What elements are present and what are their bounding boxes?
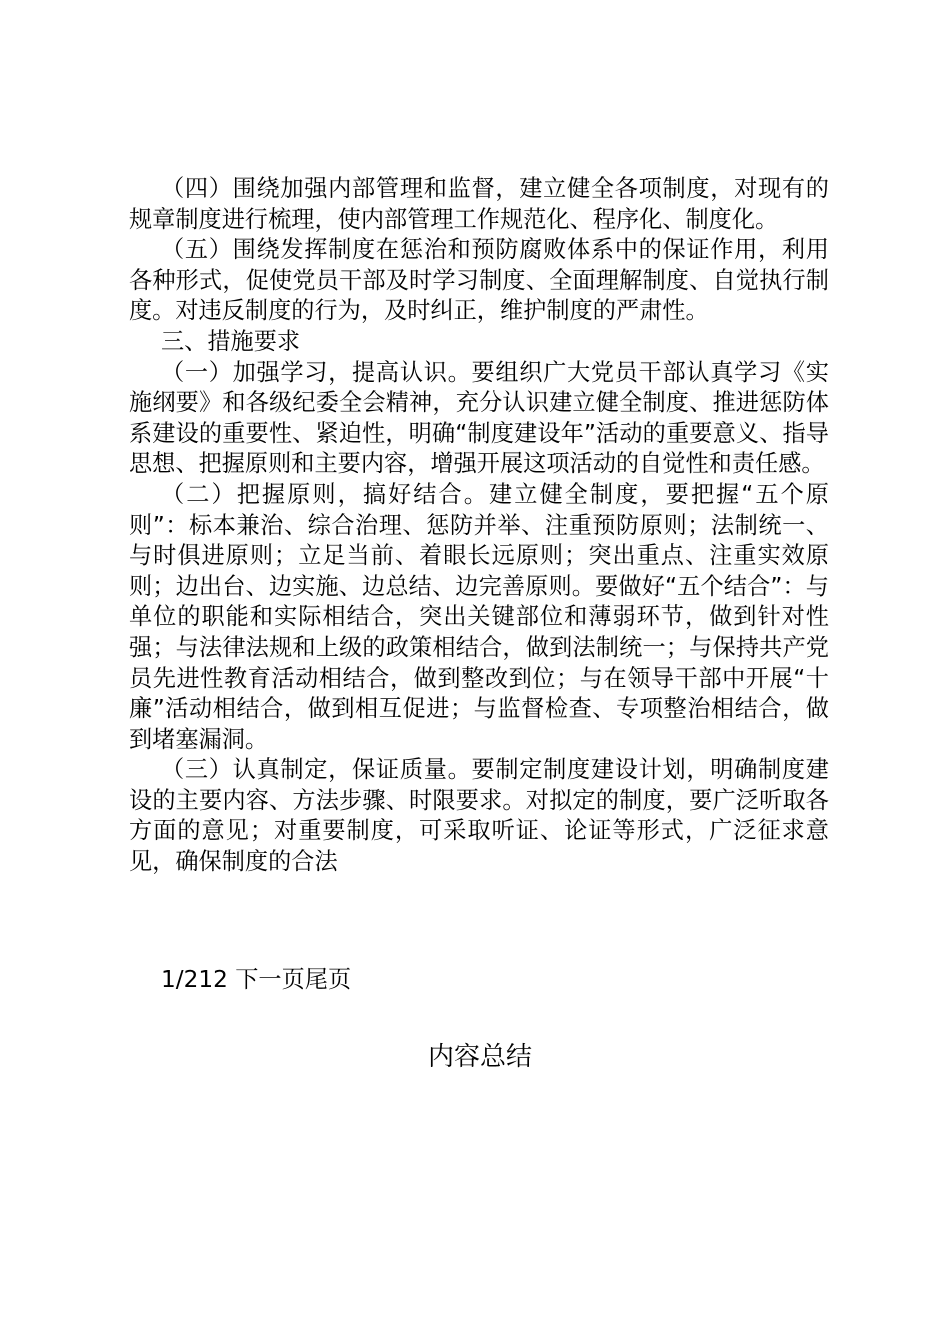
- next-page-link[interactable]: 下一页: [235, 966, 305, 993]
- last-page-link[interactable]: 尾页: [304, 966, 352, 993]
- pagination: [161, 965, 351, 995]
- document-body: [129, 174, 829, 878]
- paragraph-measure-1: （一）加强学习，提高认识。要组织广大党员干部认真学习《实施纲要》和各级纪委全会精神，充分认识建立健全制度、推进惩防体系建设的重要性、紧迫性，明确“制度建设年”活动的重要意义、指导思想、把握原则和主要内容，增强开展这项活动的自觉性和责任感。: [129, 358, 829, 478]
- paragraph-measure-2: （二）把握原则，搞好结合。建立健全制度，要把握“五个原则”：标本兼治、综合治理、惩防并举、注重预防原则；法制统一、与时俱进原则；立足当前、着眼长远原则；突出重点、注重实效原则；边出台、边实施、边总结、边完善原则。要做好“五个结合”：与单位的职能和实际相结合，突出关键部位和薄弱环节，做到针对性强；与法律法规和上级的政策相结合，做到法制统一；与保持共产党员先进性教育活动相结合，做到整改到位；与在领导干部中开展“十廉”活动相结合，做到相互促进；与监督检查、专项整治相结合，做到堵塞漏洞。: [129, 480, 829, 753]
- summary-title: 内容总结: [427, 1042, 532, 1072]
- section-heading-measures: 三、措施要求: [161, 327, 301, 355]
- page-indicator: 1/212: [161, 966, 228, 993]
- paragraph-5: （五）围绕发挥制度在惩治和预防腐败体系中的保证作用，利用各种形式，促使党员干部及时学习制度、全面理解制度、自觉执行制度。对违反制度的行为，及时纠正，维护制度的严肃性。: [129, 236, 829, 325]
- paragraph-measure-3: （三）认真制定，保证质量。要制定制度建设计划，明确制度建设的主要内容、方法步骤、时限要求。对拟定的制度，要广泛听取各方面的意见；对重要制度，可采取听证、论证等形式，广泛征求意见，确保制度的合法: [129, 756, 829, 876]
- paragraph-4: （四）围绕加强内部管理和监督，建立健全各项制度，对现有的规章制度进行梳理，使内部管理工作规范化、程序化、制度化。: [129, 175, 829, 233]
